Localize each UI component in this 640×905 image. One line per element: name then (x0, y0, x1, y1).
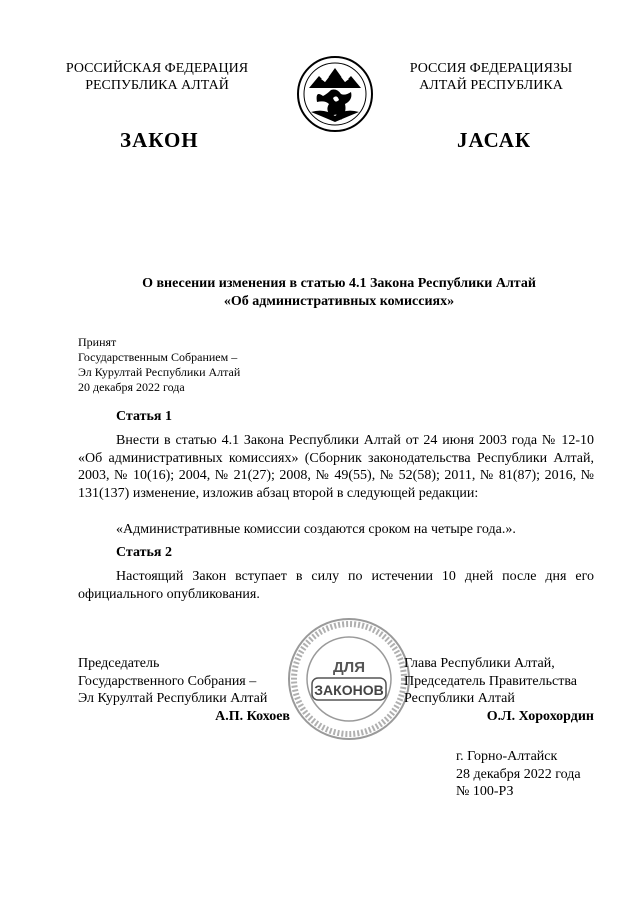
header-right-line2: АЛТАЙ РЕСПУБЛИКА (419, 78, 563, 93)
document-title (78, 275, 600, 311)
article2-text: Настоящий Закон вступает в силу по истечении 10 дней после дня его официального опубликования. (78, 569, 594, 602)
signature-left-line2: Государственного Собрания – (78, 673, 257, 689)
header-right-line1: РОССИЯ ФЕДЕРАЦИЯЗЫ (409, 61, 573, 76)
signature-left-line3: Эл Курултай Республики Алтай (78, 691, 268, 706)
seal-stamp (286, 616, 412, 742)
document-title-line1: О внесении изменения в статью 4.1 Закона Республики Алтай (142, 276, 536, 291)
law-number: № 100-РЗ (456, 784, 514, 799)
header-left-line1: РОССИЙСКАЯ ФЕДЕРАЦИЯ (65, 61, 249, 76)
signature-right-line2: Председатель Правительства (404, 673, 577, 689)
stamp-text-line2: ЗАКОНОВ (314, 682, 384, 698)
law-title-altai: JАСАК (457, 128, 532, 152)
header-right (392, 60, 590, 94)
place-date: 28 декабря 2022 года (456, 766, 581, 782)
signature-left (78, 655, 290, 725)
adoption-line3: Эл Курултай Республики Алтай (78, 365, 241, 379)
adoption-note (78, 335, 240, 395)
signature-right-name: О.Л. Хорохордин (486, 708, 594, 724)
stamp-text-line1: ДЛЯ (333, 659, 365, 676)
article1-heading: Статья 1 (116, 409, 172, 424)
emblem-icon (295, 54, 375, 134)
header-left (48, 60, 266, 94)
signature-right-line3: Республики Алтай (404, 691, 515, 706)
law-title-russian: ЗАКОН (120, 128, 199, 152)
article1-text: Внести в статью 4.1 Закона Республики Алтай от 24 июня 2003 года № 12-10 «Об административных комиссиях» (Сборник законодательства Республики Алтай, 2003, № 10(16); 2004, № 21(27); 2008, № 49(55), № 52(58); 2011, № 81(87); 2016, № 131(137) изменение, изложив абзац второй в следующей редакции: (78, 433, 594, 501)
place-city: г. Горно-Алтайск (456, 749, 558, 764)
article1-quote: «Административные комиссии создаются сроком на четыре года.». (116, 522, 516, 537)
adoption-line2: Государственным Собранием – (78, 350, 238, 364)
signature-right-line1: Глава Республики Алтай, (404, 656, 555, 671)
place-date-number (456, 748, 581, 801)
signature-left-line1: Председатель (78, 656, 160, 671)
header-left-line2: РЕСПУБЛИКА АЛТАЙ (85, 78, 229, 93)
adoption-date: 20 декабря 2022 года (78, 380, 185, 394)
adoption-line1: Принят (78, 335, 117, 349)
signature-left-name: А.П. Кохоев (215, 708, 290, 724)
signature-right (404, 655, 594, 725)
article2-heading: Статья 2 (116, 545, 172, 560)
document-title-line2: «Об административных комиссиях» (223, 294, 455, 309)
